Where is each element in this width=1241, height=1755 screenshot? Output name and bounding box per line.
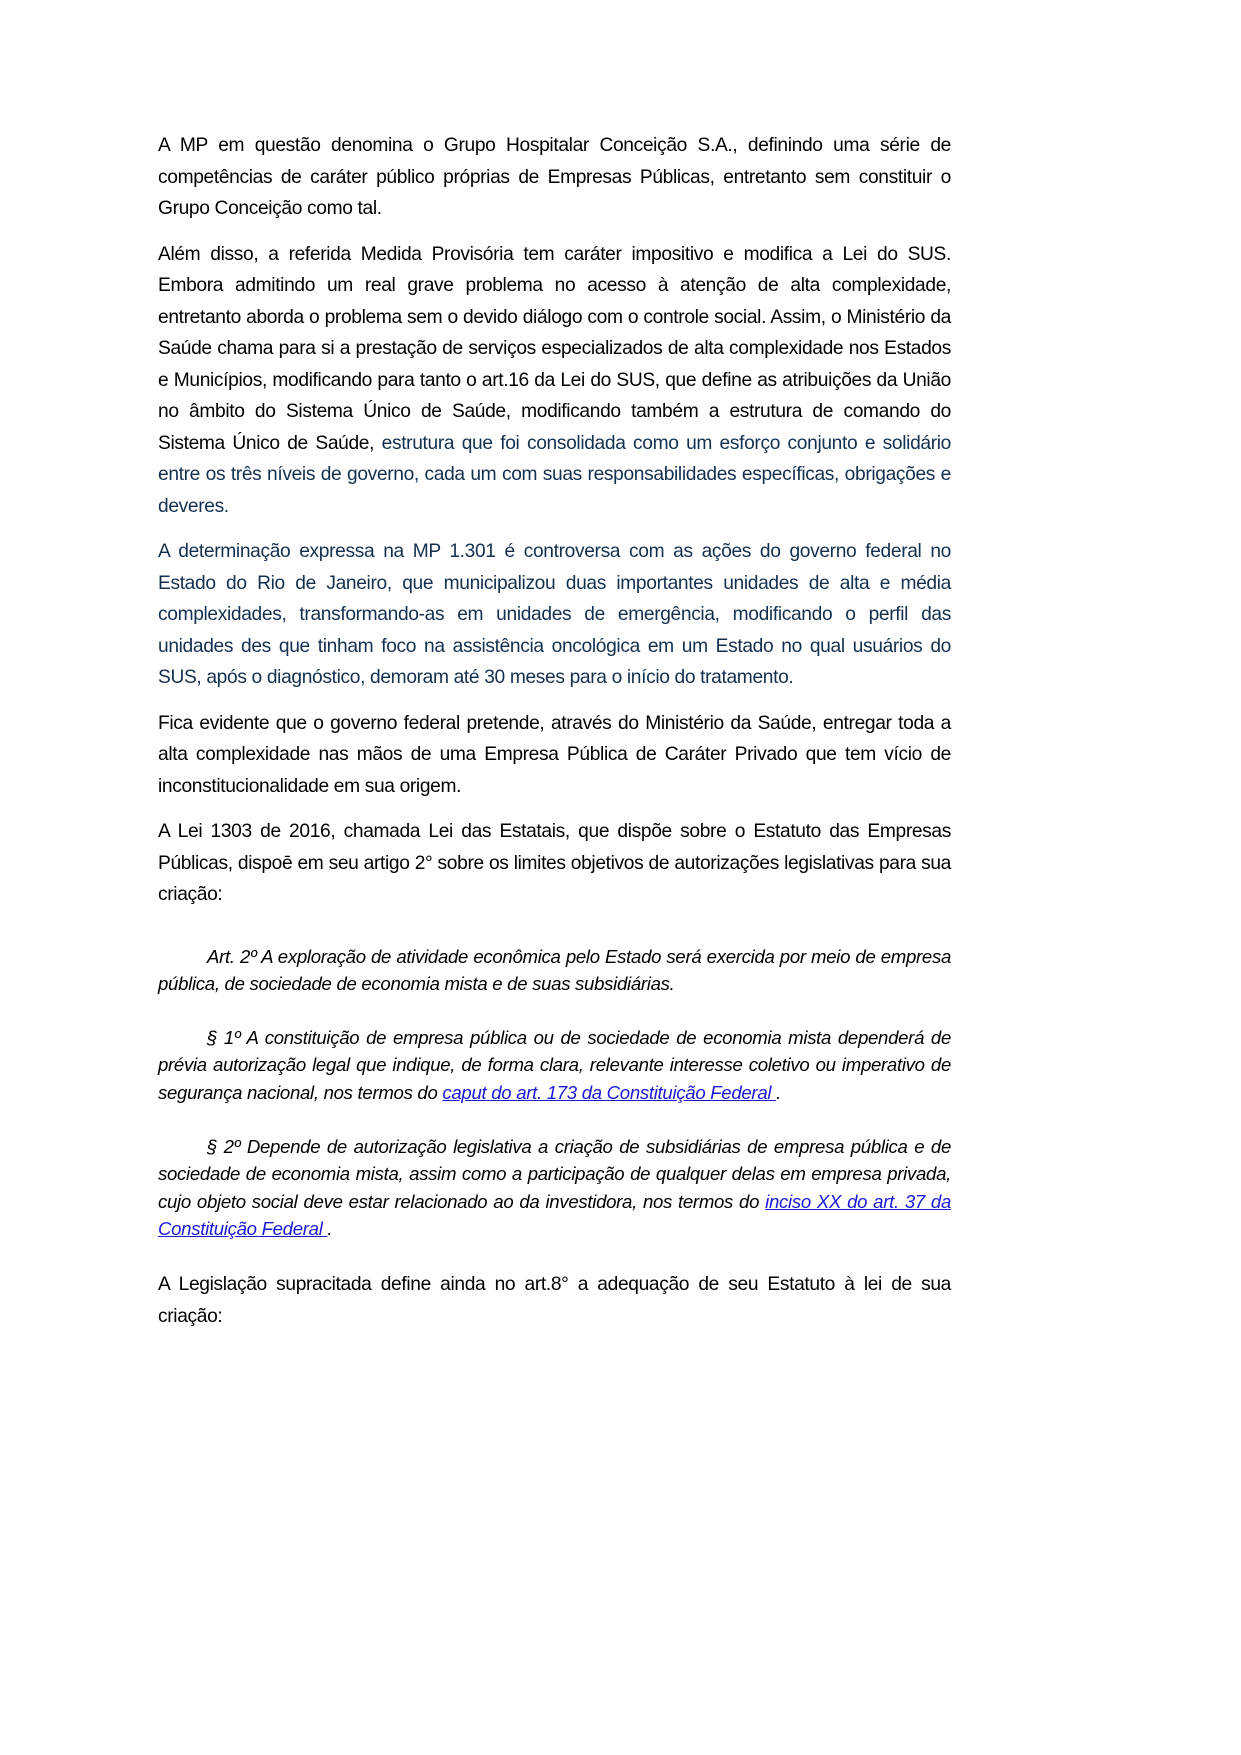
paragraph-legislacao-supracitada: A Legislação supracitada define ainda no art.8° a adequação de seu Estatuto à lei de sua criação:	[158, 1274, 951, 1327]
document-page	[158, 130, 951, 1346]
quote-paragraph-2-text: § 2º Depende de autorização legislativa a criação de subsidiárias de empresa pública e de sociedade de economia mista, assim como a participação de qualquer delas em empresa privada, cujo objeto social deve estar relacionado ao da investidora, nos termos do	[158, 1135, 951, 1212]
quote-art-2: Art. 2º A exploração de atividade econômica pelo Estado será exercida por meio de empresa pública, de sociedade de economia mista e de suas subsidiárias.	[158, 945, 951, 994]
quote-paragraph-1-end: .	[776, 1081, 781, 1103]
quote-paragraph-2-end: .	[327, 1217, 333, 1239]
paragraph-governo-federal: Fica evidente que o governo federal pretende, através do Ministério da Saúde, entregar toda a alta complexidade nas mãos de uma Empresa Pública de Caráter Privado que tem vício de inconstitucionalidade em sua origem.	[158, 712, 951, 797]
paragraph-medida-provisoria-text: Além disso, a referida Medida Provisória tem caráter impositivo e modifica a Lei do SUS. Embora admitindo um real grave problema no acesso à atenção de alta complexidade, entretanto aborda o problema sem o devido diálogo com o controle social. Assim, o Ministério da Saúde chama para si a prestação de serviços especializados de alta complexidade nos Estados e Municípios, modificando para tanto o art.16 da Lei do SUS, que define as atribuições da União no âmbito do Sistema Único de Saúde, modificando também a estrutura de comando do Sistema Único de Saúde,	[158, 243, 951, 454]
quote-paragraph-1-text: § 1º A constituição de empresa pública ou de sociedade de economia mista dependerá de prévia autorização legal que indique, de forma clara, relevante interesse coletivo ou imperativo de segurança nacional, nos termos do	[158, 1027, 951, 1103]
quote-paragraph-2	[158, 1133, 951, 1242]
paragraph-mp-1301: A determinação expressa na MP 1.301 é controversa com as ações do governo federal no Estado do Rio de Janeiro, que municipalizou duas importantes unidades de alta e média complexidades, transformando-as em unidades de emergência, modificando o perfil das unidades des que tinham foco na assistência oncológica em um Estado no qual usuários do SUS, após o diagnóstico, demoram até 30 meses para o início do tratamento.	[158, 541, 951, 688]
paragraph-medida-provisoria-highlight: estrutura que foi consolidada como um esforço conjunto e solidário entre os três níveis de governo, cada um com suas responsabilidades específicas, obrigações e deveres.	[158, 432, 951, 517]
paragraph-lei-estatais: A Lei 1303 de 2016, chamada Lei das Estatais, que dispõe sobre o Estatuto das Empresas Públicas, dispoē em seu artigo 2° sobre os limites objetivos de autorizações legislativas para sua criação:	[158, 821, 951, 905]
link-inciso-xx-art-37[interactable]: inciso XX do art. 37 da Constituição Federal	[158, 1190, 951, 1239]
paragraph-medida-provisoria	[158, 239, 951, 523]
quote-paragraph-1	[158, 1024, 951, 1106]
link-caput-art-173[interactable]: caput do art. 173 da Constituição Federal	[442, 1081, 777, 1103]
paragraph-mp-grupo-conceicao: A MP em questão denomina o Grupo Hospitalar Conceição S.A., definindo uma série de competências de caráter público próprias de Empresas Públicas, entretanto sem constituir o Grupo Conceição como tal.	[158, 135, 951, 219]
